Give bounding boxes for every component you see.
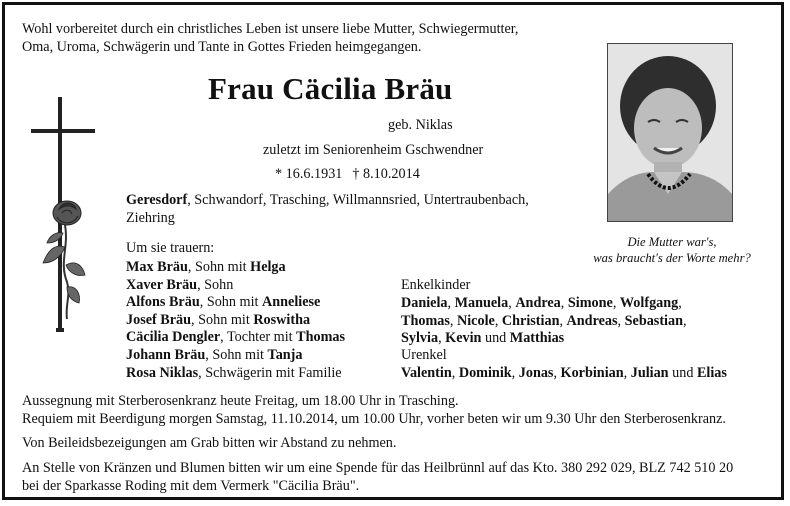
great-grandchild-name: Korbinian [560, 365, 624, 381]
great-grandchild-name: Dominik [458, 365, 512, 381]
great-grandchildren-list: Valentin, Dominik, Jonas, Korbinian, Julian und Elias [401, 365, 727, 381]
conjunction: und [481, 330, 510, 347]
great-grandchildren-title: Urenkel [401, 347, 447, 363]
portrait-photo [607, 43, 733, 222]
mourner-relation: , Schwägerin mit Familie [198, 364, 342, 381]
grandchild-name: Sylvia [401, 330, 439, 347]
mourner-name: Xaver Bräu [126, 276, 198, 293]
mourner-relation: , Sohn mit [199, 294, 262, 311]
funeral-line-2: Requiem mit Beerdigung morgen Samstag, 11.10.2014, um 10.00 Uhr, vorher beten wir um 9.30 Uhr den Sterberosenkranz. [22, 411, 726, 427]
life-dates [275, 166, 420, 183]
grandchild-name: Andreas [566, 312, 618, 329]
mourner-name: Rosa Niklas [126, 364, 199, 381]
mourner-partner: Roswitha [253, 311, 311, 328]
grandchild-name: Daniela [401, 295, 448, 311]
mourner-relation: , Tochter mit [220, 329, 297, 346]
grandchild-name: Matthias [509, 330, 565, 347]
great-grandchild-name: Julian [630, 365, 669, 381]
condolence-note: Von Beileidsbezeigungen am Grab bitten wir Abstand zu nehmen. [22, 435, 397, 451]
great-grandchild-name: Jonas [518, 365, 554, 381]
funeral-info [22, 392, 726, 428]
list-item [126, 312, 345, 330]
intro-line-1: Wohl vorbereitet durch ein christliches Leben ist unsere liebe Mutter, Schwiegermutter, [22, 21, 519, 37]
place-rest: , Schwandorf, Trasching, Willmannsried, Untertraubenbach, Ziehring [126, 192, 529, 226]
mourner-partner: Anneliese [262, 294, 321, 311]
grandchild-name: Simone [567, 295, 613, 311]
grandchildren-title: Enkelkinder [401, 277, 471, 293]
list-item: Sylvia, Kevin und Matthias [401, 330, 565, 347]
memorial-quote [583, 234, 761, 266]
list-item [126, 347, 345, 365]
great-grandchild-name: Elias [696, 365, 727, 381]
conjunction: und [668, 365, 697, 381]
quote-line-2: was braucht's der Worte mehr? [593, 251, 751, 265]
mourner-partner: Thomas [296, 329, 346, 346]
grandchild-name: Andrea [515, 295, 561, 311]
cross-with-rose-icon [29, 97, 101, 333]
birth-date: * 16.6.1931 [275, 166, 343, 182]
obituary-notice [2, 2, 784, 500]
mourner-name: Max Bräu [126, 259, 188, 275]
list-item [126, 259, 345, 277]
mourner-partner: Helga [250, 259, 286, 275]
quote-line-1: Die Mutter war's, [627, 235, 717, 249]
grandchild-name: Wolfgang [619, 295, 679, 311]
mourner-partner: Tanja [267, 346, 303, 363]
list-item [126, 365, 345, 383]
mourning-intro: Um sie trauern: [126, 240, 215, 256]
list-item [126, 329, 345, 347]
last-residence: zuletzt im Seniorenheim Gschwendner [263, 142, 484, 158]
donation-line-2: bei der Sparkasse Roding mit dem Vermerk "Cäcilia Bräu". [22, 478, 360, 494]
portrait-illustration [608, 44, 732, 221]
donation-info [22, 459, 733, 495]
grandchild-name: Kevin [445, 330, 482, 347]
list-item [126, 277, 345, 295]
mourner-relation: , Sohn mit [191, 311, 254, 328]
intro-text [22, 20, 518, 56]
funeral-line-1: Aussegnung mit Sterberosenkranz heute Freitag, um 18.00 Uhr in Trasching. [22, 393, 459, 409]
maiden-name: geb. Niklas [388, 117, 453, 133]
list-item: Thomas, Nicole, Christian, Andreas, Sebastian, [401, 312, 687, 329]
list-item [126, 294, 345, 312]
death-date: † 8.10.2014 [352, 166, 420, 182]
grandchild-name: Nicole [456, 312, 495, 329]
list-item: Daniela, Manuela, Andrea, Simone, Wolfgang, [401, 295, 682, 311]
mourner-name: Josef Bräu [126, 311, 192, 328]
places-list [126, 191, 566, 227]
mourner-name: Johann Bräu [126, 346, 206, 363]
intro-line-2: Oma, Uroma, Schwägerin und Tante in Gottes Frieden heimgegangen. [22, 39, 422, 55]
mourner-relation: , Sohn mit [205, 346, 268, 363]
mourner-relation: , Sohn mit [187, 259, 251, 275]
mourner-name: Alfons Bräu [126, 294, 200, 311]
grandchildren-list [401, 295, 687, 348]
mourners-list [126, 259, 345, 382]
grandchild-name: Sebastian [624, 312, 683, 329]
grandchild-name: Thomas [401, 312, 450, 329]
mourner-name: Cäcilia Dengler [126, 329, 221, 346]
mourner-relation: , Sohn [197, 276, 234, 293]
great-grandchild-name: Valentin [401, 365, 452, 381]
donation-line-1: An Stelle von Kränzen und Blumen bitten wir um eine Spende für das Heilbrünnl auf das Kto. 380 292 029, BLZ 742 510 20 [22, 460, 734, 476]
grandchild-name: Christian [501, 312, 560, 329]
deceased-name: Frau Cäcilia Bräu [208, 71, 453, 106]
grandchild-name: Manuela [454, 295, 509, 311]
place-first: Geresdorf [126, 192, 188, 208]
